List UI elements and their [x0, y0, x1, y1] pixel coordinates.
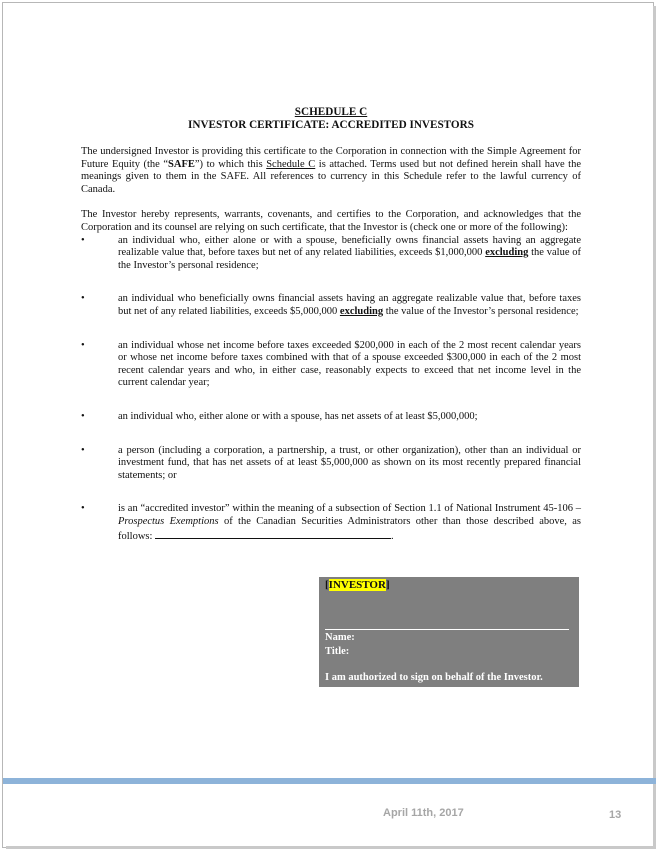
- item-text: an individual who, either alone or with a spouse, beneficially owns financial assets having an aggregate realizable value that, before taxes but net of any related liabilities, exceeds $1,000,000: [118, 234, 581, 259]
- item-text: is an “accredited investor” within the meaning of a subsection of Section 1.1 of National Instrument 45-106 –: [118, 503, 581, 515]
- footer-bar: [3, 778, 656, 784]
- intro-paragraph: [81, 146, 581, 196]
- bullet-icon: •: [81, 503, 85, 515]
- bullet-icon: •: [81, 410, 85, 422]
- schedule-heading: SCHEDULE C: [294, 106, 368, 118]
- intro-text-3: is attached. Terms used but not defined herein shall have the meanings given to them in the SAFE. All references to currency in this Schedule refer to the lawful currency of Canada.: [81, 158, 581, 195]
- item-text: an individual whose net income before taxes exceeded $200,000 in each of the 2 most recent calendar years or whose net income before taxes combined with that of a spouse exceeded $300,000 in each of the 2 most recent calendar years and who, in either case, reasonably expects to exceed that net income level in the current calendar year;: [118, 339, 581, 389]
- list-item[interactable]: [81, 503, 581, 544]
- list-item[interactable]: [81, 411, 581, 424]
- item-text: the value of the Investor’s personal residence;: [118, 247, 581, 271]
- page-shadow-right: [653, 6, 656, 848]
- investor-label: INVESTOR: [328, 579, 386, 591]
- item-text: an individual who beneficially owns financial assets having an aggregate realizable value that, before taxes but net of any related liabilities, exceeds $5,000,000: [118, 293, 581, 317]
- item-text: a person (including a corporation, a partnership, a trust, or other organization), other than an individual or investment fund, that has net assets of at least $5,000,000 as shown on its most recently prepared financial statements; or: [118, 444, 581, 481]
- document-body: [81, 106, 581, 544]
- bullet-icon: •: [81, 339, 85, 351]
- item-text: the value of the Investor’s personal residence;: [383, 305, 579, 317]
- name-label: Name:: [325, 632, 355, 643]
- investor-placeholder[interactable]: [325, 579, 390, 591]
- investor-criteria-list: [81, 235, 581, 545]
- bullet-icon: •: [81, 444, 85, 456]
- item-text: .: [391, 531, 394, 543]
- list-item[interactable]: [81, 445, 581, 483]
- bullet-icon: •: [81, 293, 85, 305]
- item-emphasis: excluding: [485, 247, 529, 259]
- list-item[interactable]: [81, 340, 581, 390]
- intro-text-2: ”) to which this: [194, 158, 267, 170]
- page-shadow-bottom: [6, 846, 656, 849]
- schedule-reference: Schedule C: [266, 158, 316, 170]
- authorization-statement: I am authorized to sign on behalf of the Investor.: [325, 672, 543, 683]
- close-bracket: ]: [385, 579, 390, 591]
- title-label: Title:: [325, 646, 350, 657]
- signature-line[interactable]: [325, 629, 569, 630]
- item-text: of the Canadian Securities Administrators other than those described above, as follows:: [118, 515, 581, 543]
- list-item[interactable]: [81, 235, 581, 273]
- item-emphasis: excluding: [339, 305, 384, 317]
- safe-term: SAFE: [168, 158, 195, 170]
- open-bracket: [: [325, 579, 329, 591]
- fill-in-blank-line[interactable]: [155, 528, 391, 539]
- item-text: an individual who, either alone or with a spouse, has net assets of at least $5,000,000;: [118, 410, 478, 422]
- footer-date: April 11th, 2017: [383, 807, 464, 819]
- representation-paragraph: The Investor hereby represents, warrants, covenants, and certifies to the Corporation, and acknowledges that the Corporation and its counsel are relying on such certificate, that the Investor is (check one or more of the following):: [81, 209, 581, 233]
- item-emphasis: Prospectus Exemptions: [118, 515, 219, 527]
- schedule-subheading: INVESTOR CERTIFICATE: ACCREDITED INVESTORS: [188, 119, 474, 131]
- list-item[interactable]: [81, 293, 581, 318]
- page-number: 13: [609, 809, 622, 821]
- bullet-icon: •: [81, 234, 85, 246]
- intro-text-1: The undersigned Investor is providing this certificate to the Corporation in connection with the Simple Agreement for Future Equity (the “: [81, 146, 581, 170]
- signature-block: [319, 577, 579, 687]
